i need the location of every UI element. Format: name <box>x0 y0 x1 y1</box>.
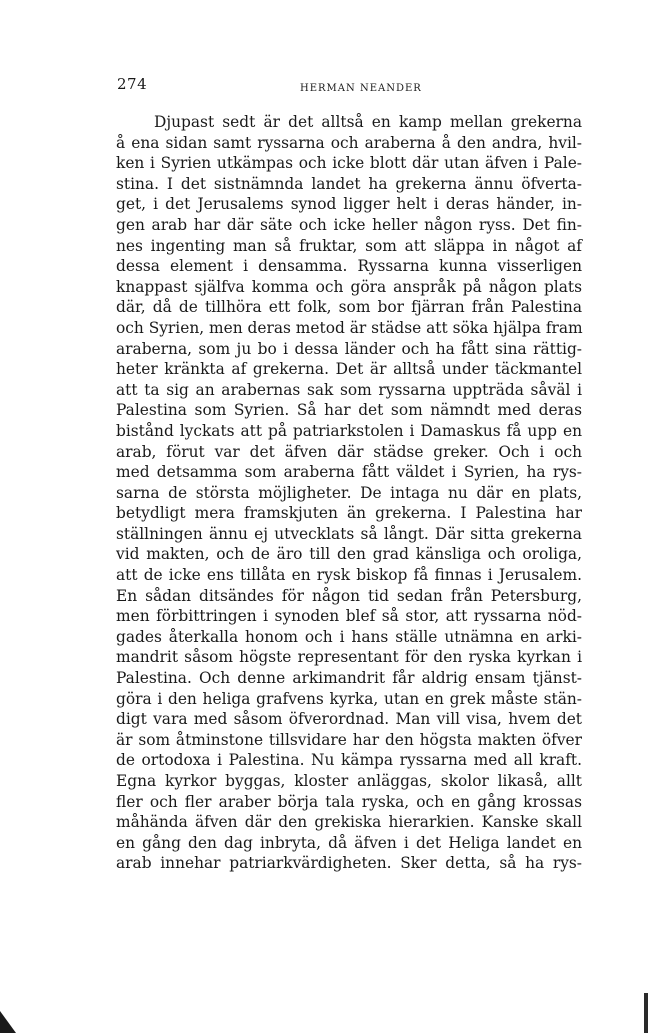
text-line: de ortodoxa i Palestina. Nu kämpa ryssarna med all kraft. <box>116 751 582 770</box>
text-line: men förbittringen i synoden blef så stor, att ryssarna nöd- <box>116 607 582 626</box>
text-line: get, i det Jerusalems synod ligger helt i deras händer, in- <box>116 195 582 214</box>
scan-edge-mark-right <box>644 993 648 1033</box>
page-number: 274 <box>117 75 148 93</box>
text-line: fler och fler araber börja tala ryska, och en gång krossas <box>116 792 582 811</box>
text-line: och Syrien, men deras metod är städse att söka hjälpa fram <box>116 318 583 337</box>
text-line: Djupast sedt är det alltså en kamp mellan grekerna <box>154 113 582 131</box>
text-line: betydligt mera framskjuten än grekerna. I Palestina har <box>116 504 582 523</box>
running-head: HERMAN NEANDER <box>300 83 422 94</box>
text-line: ken i Syrien utkämpas och icke blott där utan äfven i Pale- <box>116 154 582 173</box>
text-line: Palestina. Och denne arkimandrit får aldrig ensam tjänst- <box>116 669 582 688</box>
text-line: heter kränkta af grekerna. Det är alltså under täckmantel <box>116 360 582 379</box>
text-line: araberna, som ju bo i dessa länder och ha fått sina rättig- <box>116 339 582 358</box>
body-text <box>116 112 582 874</box>
text-line: att ta sig an arabernas sak som ryssarna uppträda såväl i <box>116 380 582 399</box>
text-line: Palestina som Syrien. Så har det som nämndt med deras <box>116 401 582 420</box>
text-line: nes ingenting man så fruktar, som att släppa in något af <box>116 236 582 255</box>
text-line: stina. I det sistnämnda landet ha grekerna ännu öfverta- <box>116 174 582 193</box>
text-line: Egna kyrkor byggas, kloster anläggas, skolor likaså, allt <box>116 772 582 790</box>
text-line: arab, förut var det äfven där städse greker. Och i och <box>116 442 582 461</box>
text-line: göra i den heliga grafvens kyrka, utan en grek måste stän- <box>116 689 582 708</box>
text-line: där, då de tillhöra ett folk, som bor fjärran från Palestina <box>116 298 582 317</box>
text-line: är som åtminstone tillsvidare har den högsta makten öfver <box>116 730 582 749</box>
text-line: knappast själfva komma och göra anspråk på någon plats <box>116 277 582 296</box>
text-line: vid makten, och de äro till den grad känsliga och oroliga, <box>116 545 582 564</box>
text-line: å ena sidan samt ryssarna och araberna å den andra, hvil- <box>116 133 582 152</box>
text-line: med detsamma som araberna fått väldet i Syrien, ha rys- <box>116 463 582 482</box>
text-line: dessa element i densamma. Ryssarna kunna visserligen <box>116 257 582 276</box>
text-line: mandrit såsom högste representant för den ryska kyrkan i <box>116 648 582 667</box>
text-line: gades återkalla honom och i hans ställe utnämna en arki- <box>116 627 582 646</box>
text-line: En sådan ditsändes för någon tid sedan från Petersburg, <box>116 586 582 605</box>
scan-edge-mark <box>0 1011 16 1033</box>
text-line: ställningen ännu ej utvecklats så långt. Där sitta grekerna <box>116 524 582 543</box>
text-line: gen arab har där säte och icke heller någon ryss. Det fin- <box>116 215 582 234</box>
text-line: måhända äfven där den grekiska hierarkien. Kanske skall <box>116 813 582 832</box>
text-line: bistånd lyckats att på patriarkstolen i Damaskus få upp en <box>116 421 582 440</box>
text-line: en gång den dag inbryta, då äfven i det Heliga landet en <box>116 833 582 852</box>
text-line: att de icke ens tillåta en rysk biskop få finnas i Jerusalem. <box>116 566 582 585</box>
text-line: arab innehar patriarkvärdigheten. Sker detta, så ha rys- <box>116 854 582 873</box>
text-line: sarna de största möjligheter. De intaga nu där en plats, <box>116 483 582 502</box>
text-line: digt vara med såsom öfverordnad. Man vill visa, hvem det <box>116 710 582 729</box>
